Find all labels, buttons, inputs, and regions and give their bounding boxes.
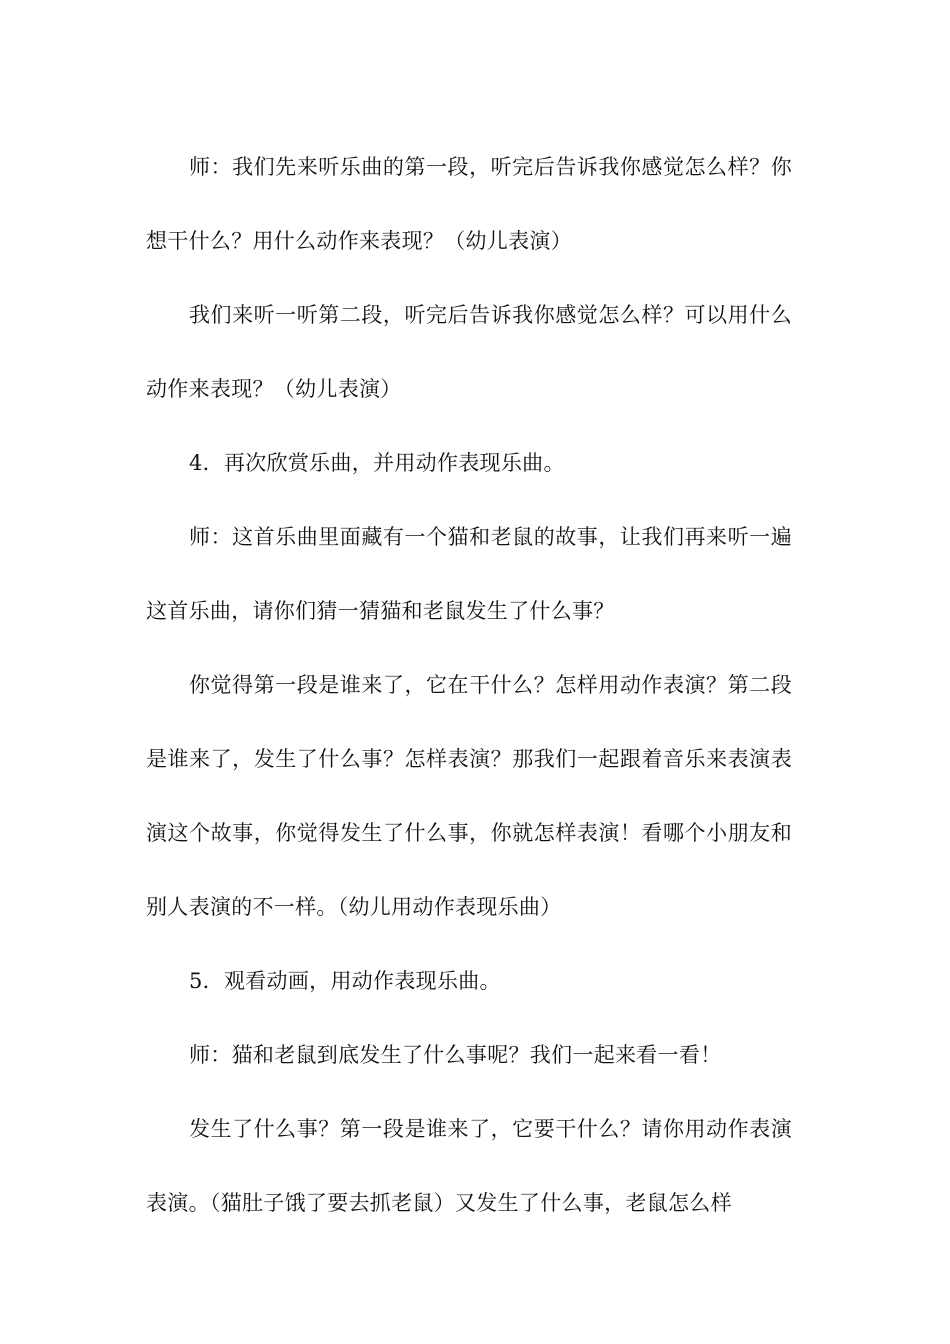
paragraph-8: 发生了什么事？第一段是谁来了，它要干什么？请你用动作表演表演。（猫肚子饿了要去抓老鼠）又发生了什么事，老鼠怎么样 — [146, 1117, 792, 1215]
paragraph-4: 师：这首乐曲里面藏有一个猫和老鼠的故事，让我们再来听一遍这首乐曲，请你们猜一猜猫和老鼠发生了什么事？ — [146, 525, 792, 623]
paragraph-7: 师：猫和老鼠到底发生了什么事呢？我们一起来看一看！ — [189, 1043, 722, 1067]
paragraph-2: 我们来听一听第二段，听完后告诉我你感觉怎么样？可以用什么动作来表现？（幼儿表演） — [146, 303, 792, 401]
paragraph-1: 师：我们先来听乐曲的第一段，听完后告诉我你感觉怎么样？你想干什么？用什么动作来表现？（幼儿表演） — [146, 155, 792, 253]
paragraph-5: 你觉得第一段是谁来了，它在干什么？怎样用动作表演？第二段是谁来了，发生了什么事？怎样表演？那我们一起跟着音乐来表演表演这个故事，你觉得发生了什么事，你就怎样表演！看哪个小朋友和别人表演的不一样。（幼儿用动作表现乐曲） — [146, 673, 792, 919]
paragraph-6: 5．观看动画，用动作表现乐曲。 — [189, 969, 501, 993]
document-body — [146, 130, 792, 1240]
paragraph-3: 4．再次欣赏乐曲，并用动作表现乐曲。 — [189, 451, 565, 475]
